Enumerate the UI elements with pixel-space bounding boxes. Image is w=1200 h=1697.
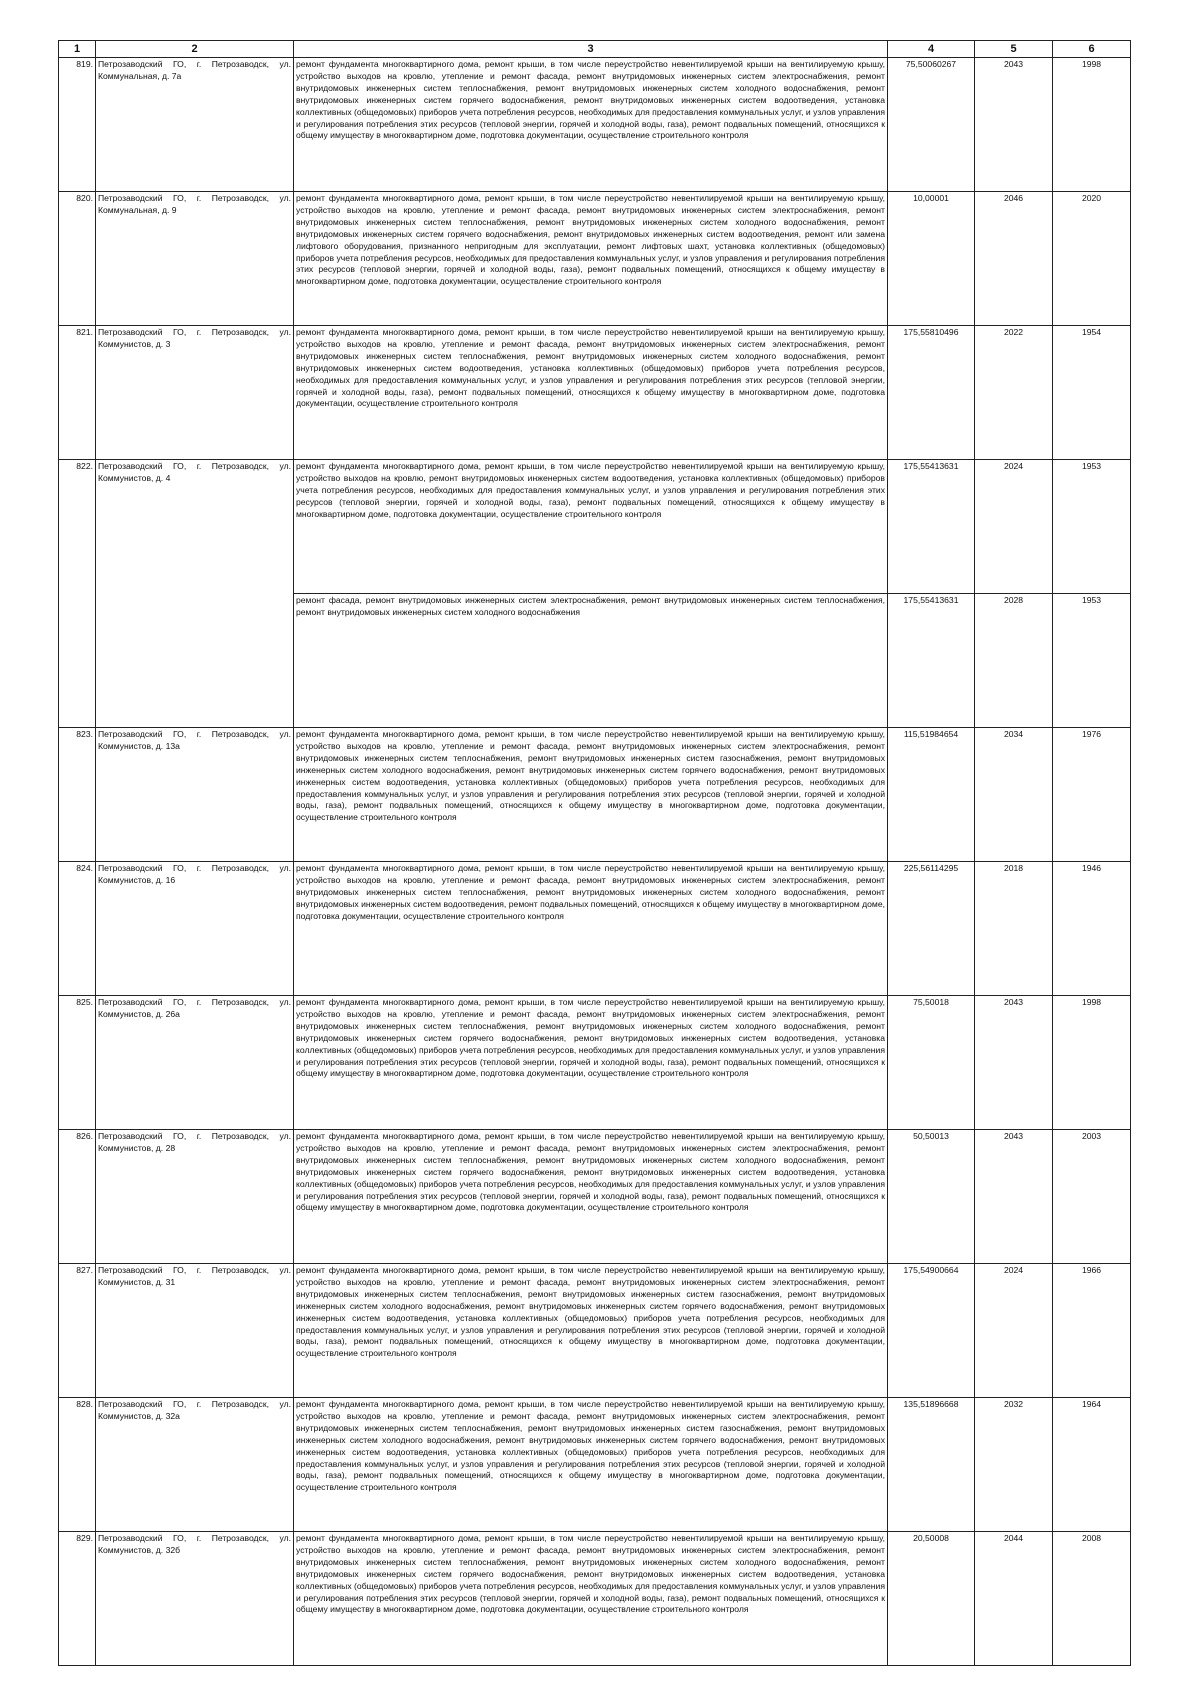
works-cell: ремонт фундамента многоквартирного дома, ремонт крыши, в том числе переустройство невентилируемой крыши на вентилируемую крышу, устройство выходов на кровлю, ремонт внутридомовых инженерных систем водоотведения, установка коллективных (общедомовых) приборов учета потребления ресурсов, необходимых для предоставления коммунальных услуг, и узлов управления и регулирования потребления этих ресурсов (тепловой энергии, горячей и холодной воды, газа), ремонт подвальных помещений, относящихся к общему имуществу в многоквартирном доме, подготовка документации, осуществление строительного контроля <box>294 460 888 594</box>
build-year-cell: 1976 <box>1053 728 1131 862</box>
build-year-cell: 1954 <box>1053 326 1131 460</box>
works-cell: ремонт фундамента многоквартирного дома, ремонт крыши, в том числе переустройство невентилируемой крыши на вентилируемую крышу, устройство выходов на кровлю, утепление и ремонт фасада, ремонт внутридомовых инженерных систем электроснабжения, ремонт внутридомовых инженерных систем теплоснабжения, ремонт внутридомовых инженерных систем холодного водоснабжения, ремонт внутридомовых инженерных систем водоотведения, установка коллективных (общедомовых) приборов учета потребления ресурсов, необходимых для предоставления коммунальных услуг, и узлов управления и регулирования потребления этих ресурсов (тепловой энергии, горячей и холодной воды, газа), ремонт подвальных помещений, относящихся к общему имуществу в многоквартирном доме, подготовка документации, осуществление строительного контроля <box>294 326 888 460</box>
address-cell: Петрозаводский ГО, г. Петрозаводск, ул. Коммунистов, д. 28 <box>96 1130 294 1264</box>
address-cell: Петрозаводский ГО, г. Петрозаводск, ул. Коммунальная, д. 7а <box>96 58 294 192</box>
table-row <box>59 862 1131 996</box>
table-row <box>59 460 1131 594</box>
planned-year-cell: 2043 <box>975 1130 1053 1264</box>
works-cell: ремонт фундамента многоквартирного дома, ремонт крыши, в том числе переустройство невентилируемой крыши на вентилируемую крышу, устройство выходов на кровлю, утепление и ремонт фасада, ремонт внутридомовых инженерных систем электроснабжения, ремонт внутридомовых инженерных систем теплоснабжения, ремонт внутридомовых инженерных систем газоснабжения, ремонт внутридомовых инженерных систем холодного водоснабжения, ремонт внутридомовых инженерных систем горячего водоснабжения, ремонт внутридомовых инженерных систем водоотведения, установка коллективных (общедомовых) приборов учета потребления ресурсов, необходимых для предоставления коммунальных услуг, и узлов управления и регулирования потребления этих ресурсов (тепловой энергии, горячей и холодной воды, газа), ремонт подвальных помещений, относящихся к общему имуществу в многоквартирном доме, подготовка документации, осуществление строительного контроля <box>294 1398 888 1532</box>
cost-cell: 75,50060267 <box>888 58 975 192</box>
table-row <box>59 996 1131 1130</box>
cost-cell: 50,50013 <box>888 1130 975 1264</box>
row-number: 821. <box>59 326 96 460</box>
cost-cell: 175,55413631 <box>888 594 975 728</box>
build-year-cell: 1953 <box>1053 594 1131 728</box>
row-number: 824. <box>59 862 96 996</box>
works-cell: ремонт фундамента многоквартирного дома, ремонт крыши, в том числе переустройство невентилируемой крыши на вентилируемую крышу, устройство выходов на кровлю, утепление и ремонт фасада, ремонт внутридомовых инженерных систем электроснабжения, ремонт внутридомовых инженерных систем теплоснабжения, ремонт внутридомовых инженерных систем холодного водоснабжения, ремонт внутридомовых инженерных систем водоотведения, ремонт подвальных помещений, относящихся к общему имуществу в многоквартирном доме, подготовка документации, осуществление строительного контроля <box>294 862 888 996</box>
cost-cell: 115,51984654 <box>888 728 975 862</box>
row-number: 823. <box>59 728 96 862</box>
header-col-3: 3 <box>294 41 888 58</box>
table-row <box>59 192 1131 326</box>
works-cell: ремонт фундамента многоквартирного дома, ремонт крыши, в том числе переустройство невентилируемой крыши на вентилируемую крышу, устройство выходов на кровлю, утепление и ремонт фасада, ремонт внутридомовых инженерных систем электроснабжения, ремонт внутридомовых инженерных систем теплоснабжения, ремонт внутридомовых инженерных систем газоснабжения, ремонт внутридомовых инженерных систем холодного водоснабжения, ремонт внутридомовых инженерных систем горячего водоснабжения, ремонт внутридомовых инженерных систем водоотведения, установка коллективных (общедомовых) приборов учета потребления ресурсов, необходимых для предоставления коммунальных услуг, и узлов управления и регулирования потребления этих ресурсов (тепловой энергии, горячей и холодной воды, газа), ремонт подвальных помещений, относящихся к общему имуществу в многоквартирном доме, подготовка документации, осуществление строительного контроля <box>294 1264 888 1398</box>
row-number: 829. <box>59 1532 96 1666</box>
row-number: 828. <box>59 1398 96 1532</box>
works-cell: ремонт фундамента многоквартирного дома, ремонт крыши, в том числе переустройство невентилируемой крыши на вентилируемую крышу, устройство выходов на кровлю, утепление и ремонт фасада, ремонт внутридомовых инженерных систем электроснабжения, ремонт внутридомовых инженерных систем теплоснабжения, ремонт внутридомовых инженерных систем холодного водоснабжения, ремонт внутридомовых инженерных систем горячего водоснабжения, ремонт внутридомовых инженерных систем водоотведения, установка коллективных (общедомовых) приборов учета потребления ресурсов, необходимых для предоставления коммунальных услуг, и узлов управления и регулирования потребления этих ресурсов (тепловой энергии, горячей и холодной воды, газа), ремонт подвальных помещений, относящихся к общему имуществу в многоквартирном доме, подготовка документации, осуществление строительного контроля <box>294 1130 888 1264</box>
planned-year-cell: 2032 <box>975 1398 1053 1532</box>
works-cell: ремонт фундамента многоквартирного дома, ремонт крыши, в том числе переустройство невентилируемой крыши на вентилируемую крышу, устройство выходов на кровлю, утепление и ремонт фасада, ремонт внутридомовых инженерных систем электроснабжения, ремонт внутридомовых инженерных систем теплоснабжения, ремонт внутридомовых инженерных систем холодного водоснабжения, ремонт внутридомовых инженерных систем горячего водоснабжения, ремонт внутридомовых инженерных систем водоотведения, установка коллективных (общедомовых) приборов учета потребления ресурсов, необходимых для предоставления коммунальных услуг, и узлов управления и регулирования потребления этих ресурсов (тепловой энергии, горячей и холодной воды, газа), ремонт подвальных помещений, относящихся к общему имуществу в многоквартирном доме, подготовка документации, осуществление строительного контроля <box>294 58 888 192</box>
row-number: 822. <box>59 460 96 728</box>
planned-year-cell: 2044 <box>975 1532 1053 1666</box>
build-year-cell: 2003 <box>1053 1130 1131 1264</box>
cost-cell: 175,55810496 <box>888 326 975 460</box>
planned-year-cell: 2024 <box>975 1264 1053 1398</box>
works-cell: ремонт фундамента многоквартирного дома, ремонт крыши, в том числе переустройство невентилируемой крыши на вентилируемую крышу, устройство выходов на кровлю, утепление и ремонт фасада, ремонт внутридомовых инженерных систем электроснабжения, ремонт внутридомовых инженерных систем теплоснабжения, ремонт внутридомовых инженерных систем холодного водоснабжения, ремонт внутридомовых инженерных систем горячего водоснабжения, ремонт внутридомовых инженерных систем водоотведения, установка коллективных (общедомовых) приборов учета потребления ресурсов, необходимых для предоставления коммунальных услуг, и узлов управления и регулирования потребления этих ресурсов (тепловой энергии, горячей и холодной воды, газа), ремонт подвальных помещений, относящихся к общему имуществу в многоквартирном доме, подготовка документации, осуществление строительного контроля <box>294 996 888 1130</box>
table-row <box>59 728 1131 862</box>
cost-cell: 75,50018 <box>888 996 975 1130</box>
capital-repair-table <box>58 40 1131 1666</box>
header-col-5: 5 <box>975 41 1053 58</box>
row-number: 826. <box>59 1130 96 1264</box>
build-year-cell: 2008 <box>1053 1532 1131 1666</box>
address-cell: Петрозаводский ГО, г. Петрозаводск, ул. Коммунистов, д. 31 <box>96 1264 294 1398</box>
build-year-cell: 2020 <box>1053 192 1131 326</box>
row-number: 820. <box>59 192 96 326</box>
cost-cell: 20,50008 <box>888 1532 975 1666</box>
row-number: 827. <box>59 1264 96 1398</box>
table-body <box>59 58 1131 1666</box>
works-cell: ремонт фундамента многоквартирного дома, ремонт крыши, в том числе переустройство невентилируемой крыши на вентилируемую крышу, устройство выходов на кровлю, утепление и ремонт фасада, ремонт внутридомовых инженерных систем электроснабжения, ремонт внутридомовых инженерных систем теплоснабжения, ремонт внутридомовых инженерных систем холодного водоснабжения, ремонт внутридомовых инженерных систем горячего водоснабжения, ремонт внутридомовых инженерных систем водоотведения, ремонт или замена лифтового оборудования, признанного непригодным для эксплуатации, ремонт лифтовых шахт, установка коллективных (общедомовых) приборов учета потребления ресурсов, необходимых для предоставления коммунальных услуг, и узлов управления и регулирования потребления этих ресурсов (тепловой энергии, горячей и холодной воды, газа), ремонт подвальных помещений, относящихся к общему имуществу в многоквартирном доме, подготовка документации, осуществление строительного контроля <box>294 192 888 326</box>
row-number: 819. <box>59 58 96 192</box>
table-row <box>59 1532 1131 1666</box>
address-cell: Петрозаводский ГО, г. Петрозаводск, ул. Коммунистов, д. 32а <box>96 1398 294 1532</box>
cost-cell: 175,54900664 <box>888 1264 975 1398</box>
build-year-cell: 1964 <box>1053 1398 1131 1532</box>
works-cell: ремонт фасада, ремонт внутридомовых инженерных систем электроснабжения, ремонт внутридомовых инженерных систем теплоснабжения, ремонт внутридомовых инженерных систем холодного водоснабжения <box>294 594 888 728</box>
address-cell: Петрозаводский ГО, г. Петрозаводск, ул. Коммунистов, д. 4 <box>96 460 294 728</box>
planned-year-cell: 2022 <box>975 326 1053 460</box>
build-year-cell: 1998 <box>1053 58 1131 192</box>
address-cell: Петрозаводский ГО, г. Петрозаводск, ул. Коммунистов, д. 32б <box>96 1532 294 1666</box>
planned-year-cell: 2046 <box>975 192 1053 326</box>
table-row <box>59 326 1131 460</box>
cost-cell: 135,51896668 <box>888 1398 975 1532</box>
planned-year-cell: 2043 <box>975 58 1053 192</box>
header-col-2: 2 <box>96 41 294 58</box>
address-cell: Петрозаводский ГО, г. Петрозаводск, ул. Коммунистов, д. 13а <box>96 728 294 862</box>
address-cell: Петрозаводский ГО, г. Петрозаводск, ул. Коммунистов, д. 3 <box>96 326 294 460</box>
planned-year-cell: 2043 <box>975 996 1053 1130</box>
table-row <box>59 1398 1131 1532</box>
header-col-6: 6 <box>1053 41 1131 58</box>
header-row <box>59 41 1131 58</box>
cost-cell: 10,00001 <box>888 192 975 326</box>
planned-year-cell: 2024 <box>975 460 1053 594</box>
build-year-cell: 1966 <box>1053 1264 1131 1398</box>
build-year-cell: 1998 <box>1053 996 1131 1130</box>
works-cell: ремонт фундамента многоквартирного дома, ремонт крыши, в том числе переустройство невентилируемой крыши на вентилируемую крышу, устройство выходов на кровлю, утепление и ремонт фасада, ремонт внутридомовых инженерных систем электроснабжения, ремонт внутридомовых инженерных систем теплоснабжения, ремонт внутридомовых инженерных систем холодного водоснабжения, ремонт внутридомовых инженерных систем горячего водоснабжения, ремонт внутридомовых инженерных систем водоотведения, установка коллективных (общедомовых) приборов учета потребления ресурсов, необходимых для предоставления коммунальных услуг, и узлов управления и регулирования потребления этих ресурсов (тепловой энергии, горячей и холодной воды, газа), ремонт подвальных помещений, относящихся к общему имуществу в многоквартирном доме, подготовка документации, осуществление строительного контроля <box>294 1532 888 1666</box>
row-number: 825. <box>59 996 96 1130</box>
header-col-1: 1 <box>59 41 96 58</box>
planned-year-cell: 2018 <box>975 862 1053 996</box>
cost-cell: 175,55413631 <box>888 460 975 594</box>
planned-year-cell: 2028 <box>975 594 1053 728</box>
address-cell: Петрозаводский ГО, г. Петрозаводск, ул. Коммунистов, д. 26а <box>96 996 294 1130</box>
build-year-cell: 1946 <box>1053 862 1131 996</box>
planned-year-cell: 2034 <box>975 728 1053 862</box>
works-cell: ремонт фундамента многоквартирного дома, ремонт крыши, в том числе переустройство невентилируемой крыши на вентилируемую крышу, устройство выходов на кровлю, утепление и ремонт фасада, ремонт внутридомовых инженерных систем электроснабжения, ремонт внутридомовых инженерных систем теплоснабжения, ремонт внутридомовых инженерных систем газоснабжения, ремонт внутридомовых инженерных систем холодного водоснабжения, ремонт внутридомовых инженерных систем горячего водоснабжения, ремонт внутридомовых инженерных систем водоотведения, установка коллективных (общедомовых) приборов учета потребления ресурсов, необходимых для предоставления коммунальных услуг, и узлов управления и регулирования потребления этих ресурсов (тепловой энергии, горячей и холодной воды, газа), ремонт подвальных помещений, относящихся к общему имуществу в многоквартирном доме, подготовка документации, осуществление строительного контроля <box>294 728 888 862</box>
cost-cell: 225,56114295 <box>888 862 975 996</box>
address-cell: Петрозаводский ГО, г. Петрозаводск, ул. Коммунистов, д. 16 <box>96 862 294 996</box>
table-row <box>59 1130 1131 1264</box>
build-year-cell: 1953 <box>1053 460 1131 594</box>
table-row <box>59 1264 1131 1398</box>
address-cell: Петрозаводский ГО, г. Петрозаводск, ул. Коммунальная, д. 9 <box>96 192 294 326</box>
header-col-4: 4 <box>888 41 975 58</box>
table-row <box>59 58 1131 192</box>
